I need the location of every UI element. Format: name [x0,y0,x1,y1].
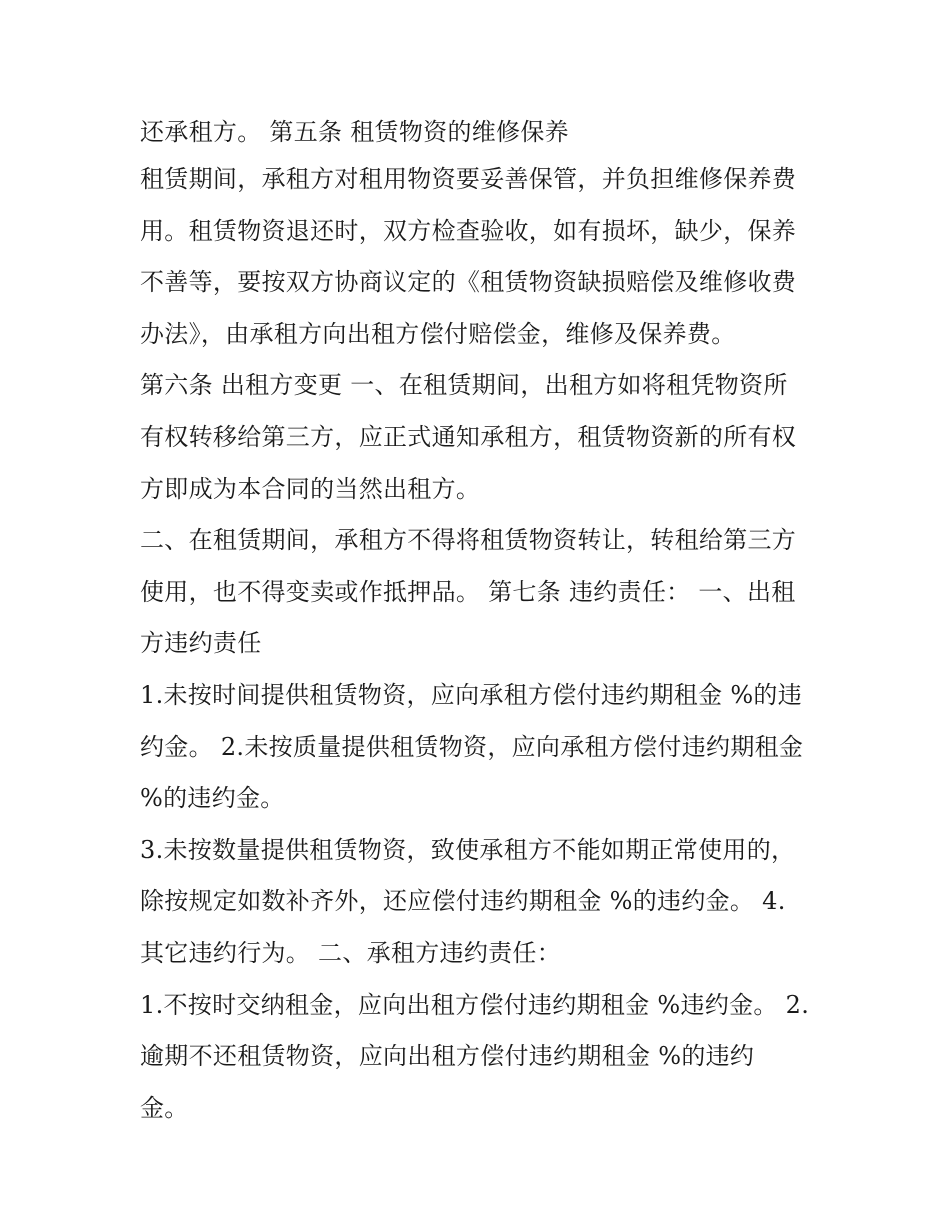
document-page [140,110,830,1134]
text-line: %的违约金。 [140,784,285,813]
text-line: 使用，也不得变卖或作抵押品。 第七条 违约责任： 一、出租 [140,577,796,606]
text-line: 约金。 2.未按质量提供租赁物资，应向承租方偿付违约期租金 [140,732,804,761]
text-line: 除按规定如数补齐外，还应偿付违约期租金 %的违约金。 4. [140,887,786,916]
text-line: 3.未按数量提供租赁物资，致使承租方不能如期正常使用的， [140,835,796,864]
text-line: 有权转移给第三方，应正式通知承租方，租赁物资新的所有权 [140,422,797,451]
text-line: 还承租方。 第五条 租赁物资的维修保养 [140,118,569,146]
paragraph-article-6 [140,360,830,515]
paragraph-lessee-breach [140,980,830,1135]
text-line: 金。 [140,1093,189,1122]
text-line: 方违约责任 [140,629,262,658]
paragraph-lessor-breach-1-2 [140,670,830,825]
text-line: 其它违约行为。 二、承租方违约责任： [140,938,562,967]
text-line: 方即成为本合同的当然出租方。 [140,474,481,503]
text-line: 1.不按时交纳租金，应向出租方偿付违约期租金 %违约金。 2. [140,990,810,1019]
paragraph-article-5-heading [140,110,830,154]
paragraph-lessor-breach-3-4 [140,825,830,980]
paragraph-maintenance [140,154,830,360]
text-line: 第六条 出租方变更 一、在租赁期间，出租方如将租凭物资所 [140,371,788,400]
text-line: 不善等，要按双方协商议定的《租赁物资缺损赔偿及维修收费 [140,268,797,297]
paragraph-sublease [140,515,830,670]
text-line: 用。租赁物资退还时，双方检查验收，如有损坏，缺少，保养 [140,216,797,245]
text-line: 租赁期间，承租方对租用物资要妥善保管，并负担维修保养费 [140,165,797,193]
text-line: 办法》，由承租方向出租方偿付赔偿金，维修及保养费。 [140,319,736,348]
text-line: 二、在租赁期间，承租方不得将租赁物资转让，转租给第三方 [140,526,797,555]
text-line: 1.未按时间提供租赁物资，应向承租方偿付违约期租金 %的违 [140,680,803,709]
text-line: 逾期不还租赁物资，应向出租方偿付违约期租金 %的违约 [140,1042,755,1071]
